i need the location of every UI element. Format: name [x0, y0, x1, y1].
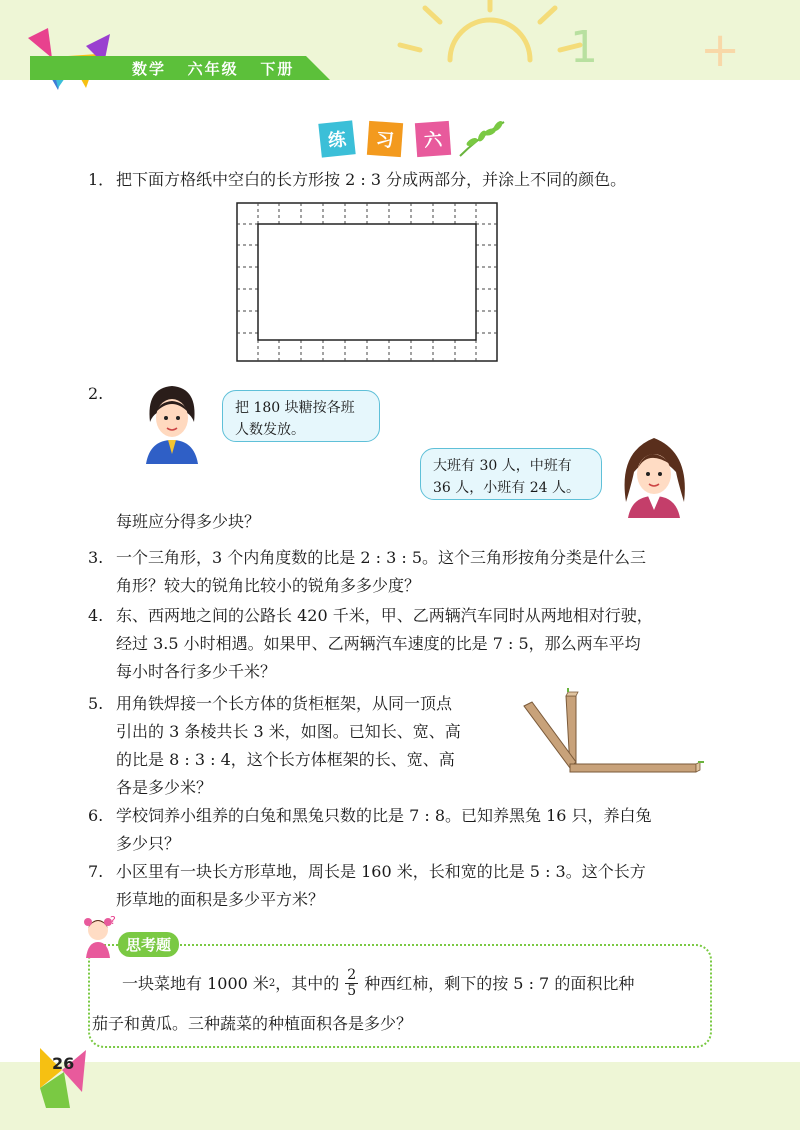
think-line-1 — [122, 968, 634, 999]
question-number: 3. — [88, 548, 104, 567]
speech-bubble-1 — [222, 390, 380, 442]
think-line-2: 茄子和黄瓜。三种蔬菜的种植面积各是多少？ — [92, 1014, 413, 1033]
question-3-line-2: 角形？较大的锐角比较小的锐角多多少度？ — [116, 576, 421, 595]
question-4 — [88, 602, 653, 686]
grid-paper-figure — [236, 202, 498, 362]
question-3-line-1: 一个三角形，3 个内角度数的比是 2 : 3 : 5。这个三角形按角分类是什么三 — [116, 548, 647, 567]
bubble-1-line-2: 人数发放。 — [235, 422, 305, 438]
section-char-1: 练 — [318, 120, 355, 157]
question-4-line-1: 东、西两地之间的公路长 420 千米，甲、乙两辆汽车同时从两地相对行驶， — [116, 606, 653, 625]
question-5-line-4: 各是多少米？ — [116, 778, 213, 797]
question-number: 4. — [88, 606, 104, 625]
question-5-line-3: 的比是 8 : 3 : 4，这个长方体框架的长、宽、高 — [116, 750, 455, 769]
student-avatar — [618, 432, 692, 518]
question-number: 7. — [88, 862, 104, 881]
think-text-c: 种西红柿，剩下的按 5 : 7 的面积比种 — [364, 973, 635, 993]
think-text-b: ，其中的 — [275, 973, 340, 993]
question-2-number: 2. — [88, 384, 104, 403]
teacher-avatar — [140, 382, 204, 464]
question-1 — [88, 166, 626, 194]
bubble-2-line-2: 36 人，小班有 24 人。 — [433, 480, 580, 496]
leaf-sprig-icon — [458, 118, 508, 158]
question-6 — [88, 802, 652, 858]
bubble-1-line-1: 把 180 块糖按各班 — [235, 400, 355, 416]
question-5-line-1: 用角铁焊接一个长方体的货柜框架，从同一顶点 — [116, 694, 453, 713]
section-title — [320, 122, 450, 156]
page-number: 26 — [52, 1054, 75, 1073]
question-number: 6. — [88, 806, 104, 825]
question-2-text: 每班应分得多少块？ — [116, 512, 261, 531]
question-4-line-2: 经过 3.5 小时相遇。如果甲、乙两辆汽车速度的比是 7 : 5，那么两车平均 — [116, 634, 641, 653]
question-text: 把下面方格纸中空白的长方形按 2 : 3 分成两部分，并涂上不同的颜色。 — [116, 170, 627, 189]
fraction — [345, 968, 358, 999]
question-6-line-1: 学校饲养小组养的白兔和黑兔只数的比是 7 : 8。已知养黑兔 16 只，养白兔 — [116, 806, 652, 825]
question-number: 5. — [88, 694, 104, 713]
think-exponent: 2 — [268, 977, 276, 989]
svg-text:?: ? — [110, 914, 116, 927]
question-7-line-2: 形草地的面积是多少平方米？ — [116, 890, 325, 909]
footer-band — [0, 1062, 800, 1130]
svg-text:1: 1 — [570, 22, 598, 73]
question-5-line-2: 引出的 3 条棱共长 3 米，如图。已知长、宽、高 — [116, 722, 461, 741]
fraction-denominator: 5 — [347, 983, 357, 999]
header-decoration — [380, 0, 800, 80]
thinking-girl-icon — [82, 912, 118, 960]
svg-text:+: + — [700, 22, 741, 78]
bubble-2-line-1: 大班有 30 人，中班有 — [433, 458, 572, 474]
question-7-line-1: 小区里有一块长方形草地，周长是 160 米，长和宽的比是 5 : 3。这个长方 — [116, 862, 646, 881]
question-5 — [88, 690, 461, 802]
question-4-line-3: 每小时各行多少千米？ — [116, 662, 277, 681]
section-char-3: 六 — [415, 121, 451, 157]
question-7 — [88, 858, 646, 914]
question-number: 1． — [88, 170, 115, 189]
angle-iron-figure — [520, 688, 710, 778]
header-title: 数学 六年级 下册 — [132, 60, 295, 78]
question-3 — [88, 544, 646, 600]
think-label: 思考题 — [118, 932, 179, 957]
think-text-a: 一块菜地有 1000 米 — [122, 973, 269, 993]
blank-rectangle — [258, 224, 476, 340]
speech-bubble-2 — [420, 448, 602, 500]
section-char-2: 习 — [367, 121, 403, 157]
fraction-numerator: 2 — [347, 967, 357, 983]
question-6-line-2: 多少只？ — [116, 834, 181, 853]
